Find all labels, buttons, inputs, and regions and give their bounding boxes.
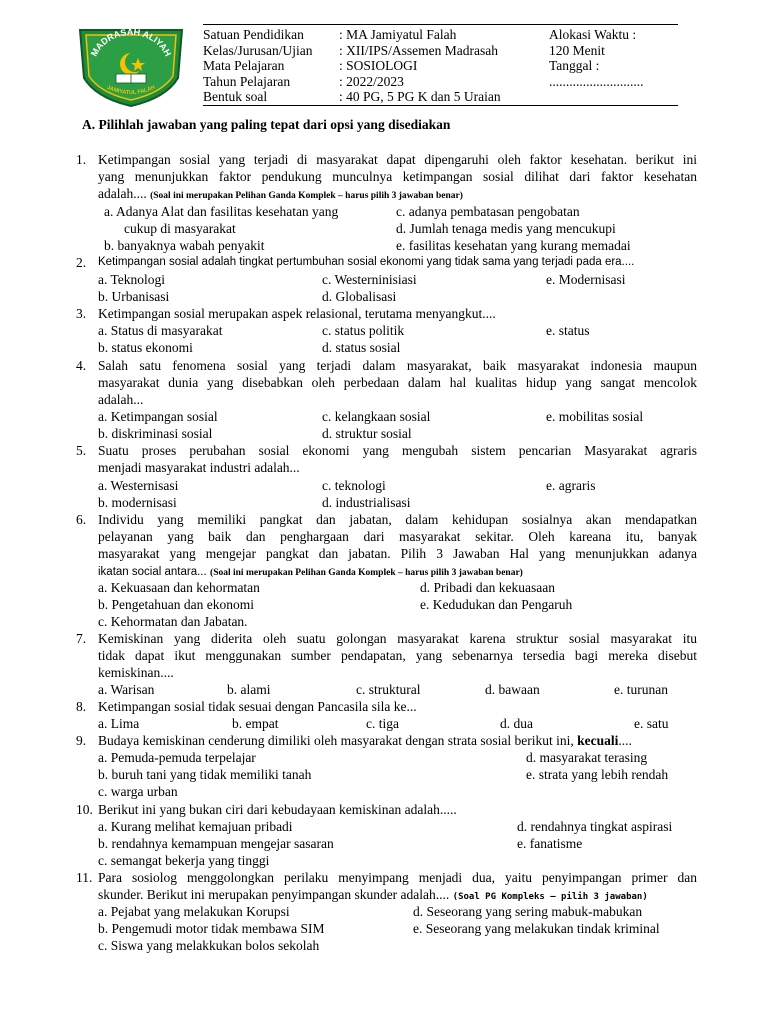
question-text: menjadi masyarakat industri adalah... — [98, 460, 300, 475]
question-number: 10. — [76, 802, 93, 817]
exam-header — [203, 24, 678, 106]
option-e[interactable]: e. turunan — [614, 682, 668, 697]
question-text: Ketimpangan sosial yang terjadi di masyarakat dapat dipengaruhi oleh faktor kesehatan. berikut ini — [98, 152, 697, 167]
option-b[interactable]: b. Pengetahuan dan ekonomi — [98, 597, 254, 612]
option-e[interactable]: e. Modernisasi — [546, 272, 626, 287]
question-number: 1. — [76, 152, 87, 167]
option-e[interactable]: e. strata yang lebih rendah — [526, 767, 669, 782]
question-text: masyarakat yang mengejar pangkat dan jabatan. Pilih 3 Jawaban Hal yang menunjukkan adanya — [98, 546, 697, 561]
option-d[interactable]: d. masyarakat terasing — [526, 750, 648, 765]
question-text: Individu yang memiliki pangkat dan jabatan, dalam kehidupan sosialnya akan mendapatkan — [98, 512, 697, 527]
complex-choice-note: (Soal PG Kompleks – pilih 3 jawaban) — [452, 892, 648, 902]
header-value: : 40 PG, 5 PG K dan 5 Uraian — [339, 89, 501, 104]
question-text: Suatu proses perubahan sosial ekonomi yang mengubah sistem pencarian Masyarakat agraris — [98, 443, 697, 458]
option-c[interactable]: c. status politik — [322, 323, 405, 338]
question-number: 6. — [76, 512, 87, 527]
question-text-tail: .... — [618, 733, 632, 748]
option-c[interactable]: c. teknologi — [322, 478, 386, 493]
question-text: adalah... — [98, 392, 144, 407]
option-a[interactable]: a. Adanya Alat dan fasilitas kesehatan yang — [104, 204, 339, 219]
option-e[interactable]: e. Seseorang yang melakukan tindak kriminal — [413, 921, 660, 936]
option-b[interactable]: b. buruh tani yang tidak memiliki tanah — [98, 767, 312, 782]
option-a[interactable]: a. Ketimpangan sosial — [98, 409, 218, 424]
option-d[interactable]: d. Globalisasi — [322, 289, 397, 304]
option-c[interactable]: c. struktural — [356, 682, 421, 697]
question-number: 8. — [76, 699, 87, 714]
option-b[interactable]: b. alami — [227, 682, 271, 697]
option-d[interactable]: d. struktur sosial — [322, 426, 412, 441]
question-number: 4. — [76, 358, 87, 373]
option-d[interactable]: d. status sosial — [322, 340, 401, 355]
logo-top-text: MADRASAH ALIYAH — [88, 26, 174, 58]
header-right: Tanggal : — [549, 58, 600, 73]
option-b[interactable]: b. modernisasi — [98, 495, 177, 510]
option-e[interactable]: e. satu — [634, 716, 669, 731]
question-text: Ketimpangan sosial merupakan aspek relasional, terutama menyangkut.... — [98, 306, 496, 321]
question-text: yang menunjukkan faktor pendukung munculnya ketimpangan sosial dilihat dari faktor kesehatan — [98, 169, 697, 184]
question-number: 11. — [76, 870, 93, 885]
option-d[interactable]: d. Pribadi dan kekuasaan — [420, 580, 555, 595]
option-a[interactable]: a. Pemuda-pemuda terpelajar — [98, 750, 256, 765]
header-value: : 2022/2023 — [339, 73, 404, 89]
option-b[interactable]: b. banyaknya wabah penyakit — [104, 238, 265, 253]
option-c[interactable]: c. kelangkaan sosial — [322, 409, 431, 424]
header-right: ............................ — [549, 73, 644, 89]
question-number: 3. — [76, 306, 87, 321]
header-value: : SOSIOLOGI — [339, 58, 418, 73]
option-b[interactable]: b. Pengemudi motor tidak membawa SIM — [98, 921, 325, 936]
option-d[interactable]: d. dua — [500, 716, 533, 731]
header-right: 120 Menit — [549, 42, 605, 58]
option-e[interactable]: e. Kedudukan dan Pengaruh — [420, 597, 573, 612]
question-text: skunder. Berikut ini merupakan penyimpangan skunder adalah.... — [98, 887, 450, 902]
option-b[interactable]: b. Urbanisasi — [98, 289, 170, 304]
option-d[interactable]: d. rendahnya tingkat aspirasi — [517, 819, 673, 834]
header-label: Kelas/Jurusan/Ujian — [203, 42, 313, 58]
complex-choice-note: (Soal ini merupakan Pelihan Ganda Komplek – harus pilih 3 jawaban benar) — [210, 568, 523, 578]
header-label: Mata Pelajaran — [203, 58, 285, 73]
option-a[interactable]: a. Kekuasaan dan kehormatan — [98, 580, 260, 595]
option-a[interactable]: a. Warisan — [98, 682, 155, 697]
madrasah-logo — [76, 24, 186, 108]
question-text: pelayanan yang baik dan penghargaan dari masyarakat sekitar. Oleh kareana itu, banyak — [98, 529, 697, 544]
question-text: Salah satu fenomena sosial yang terjadi dalam masyarakat, baik masyarakat indonesia maupun — [98, 358, 697, 373]
question-number: 5. — [76, 443, 87, 458]
option-d[interactable]: d. bawaan — [485, 682, 540, 697]
option-a[interactable]: a. Lima — [98, 716, 140, 731]
option-d[interactable]: d. Jumlah tenaga medis yang mencukupi — [396, 221, 616, 236]
question-text: Budaya kemiskinan cenderung dimiliki oleh masyarakat dengan strata sosial berikut ini, — [98, 733, 574, 748]
question-text: Para sosiolog menggolongkan perilaku menyimpang menjadi dua, yaitu penyimpangan primer dan — [98, 870, 697, 885]
option-b[interactable]: b. status ekonomi — [98, 340, 193, 355]
question-text: Ketimpangan sosial tidak sesuai dengan Pancasila sila ke... — [98, 699, 417, 714]
option-d[interactable]: d. industrialisasi — [322, 495, 411, 510]
question-text: kemiskinan.... — [98, 665, 174, 680]
section-title: A. Pilihlah jawaban yang paling tepat dari opsi yang disediakan — [82, 117, 451, 132]
option-a[interactable]: a. Status di masyarakat — [98, 323, 223, 338]
question-number: 9. — [76, 733, 87, 748]
header-label: Tahun Pelajaran — [203, 73, 291, 89]
question-text: masyarakat dunia yang disebabkan oleh perbedaan dalam hal kualitas hidup yang sangat mencolok — [98, 375, 697, 390]
option-b[interactable]: b. empat — [232, 716, 279, 731]
question-text: Ketimpangan sosial adalah tingkat pertumbuhan sosial ekonomi yang tidak sama yang terjadi pada era.... — [98, 256, 635, 268]
option-c[interactable]: c. Siswa yang melakkukan bolos sekolah — [98, 938, 320, 953]
question-text: ikatan social antara... — [98, 566, 207, 578]
question-text: adalah.... — [98, 186, 147, 201]
option-e[interactable]: e. agraris — [546, 478, 596, 493]
header-value: : MA Jamiyatul Falah — [339, 27, 457, 42]
question-emphasis: kecuali — [577, 733, 619, 748]
option-b[interactable]: b. rendahnya kemampuan mengejar sasaran — [98, 836, 334, 851]
option-a[interactable]: a. Kurang melihat kemajuan pribadi — [98, 819, 293, 834]
complex-choice-note: (Soal ini merupakan Pelihan Ganda Komplek – harus pilih 3 jawaban benar) — [150, 191, 463, 201]
question-text: Kemiskinan yang diderita oleh suatu golongan masyarakat karena struktur sosial masyarakat itu — [98, 631, 697, 646]
header-label: Bentuk soal — [203, 89, 268, 104]
option-a[interactable]: a. Westernisasi — [98, 478, 179, 493]
question-text: tidak dapat ikut menggunakan sumber pendapatan, yang sebenarnya tersedia bagi mereka disebut — [98, 648, 697, 663]
header-right: Alokasi Waktu : — [549, 27, 637, 42]
option-e[interactable]: e. mobilitas sosial — [546, 409, 644, 424]
option-a[interactable]: a. Teknologi — [98, 272, 166, 287]
option-a[interactable]: a. Pejabat yang melakukan Korupsi — [98, 904, 290, 919]
option-c[interactable]: c. tiga — [366, 716, 399, 731]
option-c[interactable]: c. adanya pembatasan pengobatan — [396, 204, 580, 219]
option-c[interactable]: c. warga urban — [98, 784, 178, 799]
option-d[interactable]: d. Seseorang yang sering mabuk-mabukan — [413, 904, 643, 919]
option-c[interactable]: c. Westerninisiasi — [322, 272, 417, 287]
option-b[interactable]: b. diskriminasi sosial — [98, 426, 213, 441]
option-e[interactable]: e. status — [546, 323, 590, 338]
header-value: : XII/IPS/Assemen Madrasah — [339, 42, 498, 58]
question-number: 2. — [76, 255, 87, 270]
question-text: Berikut ini yang bukan ciri dari kebudayaan kemiskinan adalah..... — [98, 802, 457, 817]
option-c[interactable]: c. Kehormatan dan Jabatan. — [98, 614, 248, 629]
option-e[interactable]: e. fasilitas kesehatan yang kurang memadai — [396, 238, 631, 253]
option-a-continued: cukup di masyarakat — [124, 221, 236, 236]
logo-bottom-text: JAMIYATUL FALAH — [105, 84, 157, 97]
question-number: 7. — [76, 631, 87, 646]
header-label: Satuan Pendidikan — [203, 27, 304, 42]
option-c[interactable]: c. semangat bekerja yang tinggi — [98, 853, 270, 868]
option-e[interactable]: e. fanatisme — [517, 836, 583, 851]
